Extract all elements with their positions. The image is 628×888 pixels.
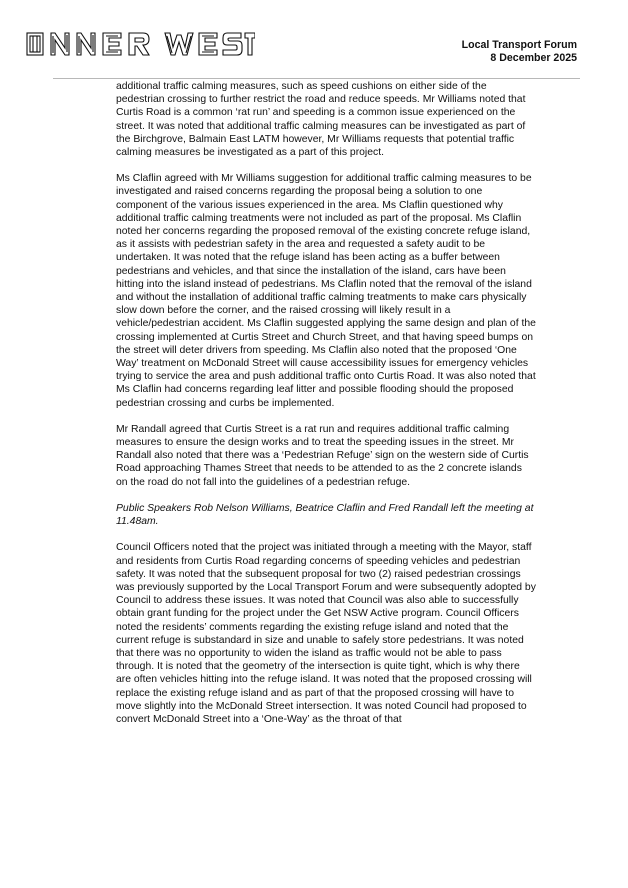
paragraph: Mr Randall agreed that Curtis Street is a rat run and requires additional traffic calming measures to ensure the design works and to treat the speeding issues in the street. Mr Randall also noted that there was a ‘Pedestrian Refuge’ sign on the western side of Curtis Road approaching Thames Street that needs to be attended to as the 2 concrete islands on the road do not fall into the guidelines of a pedestrian refuge.	[116, 423, 529, 488]
meeting-name: Local Transport Forum	[461, 39, 577, 51]
speakers-left-note: Public Speakers Rob Nelson Williams, Beatrice Claflin and Fred Randall left the meeting at 11.48am.	[116, 502, 534, 528]
meeting-date: 8 December 2025	[490, 52, 577, 64]
document-header	[462, 39, 577, 65]
paragraph: additional traffic calming measures, such as speed cushions on either side of the pedestrian crossing to further restrict the road and reduce speeds. Mr Williams noted that Curtis Road is a common ‘rat run’ and speeding is a common issue experienced on the street. It was noted that additional traffic calming measures can be investigated as part of the Birchgrove, Balmain East LATM however, Mr Williams requests that potential traffic calming measures be investigated as a part of this project.	[116, 81, 526, 159]
paragraph: Council Officers noted that the project was initiated through a meeting with the Mayor, staff and residents from Curtis Road regarding concerns of speeding vehicles and pedestrian safety. It was noted that the subsequent proposal for two (2) raised pedestrian crossings was previously supported by the Local Transport Forum and were subsequently adopted by Council to address these issues. It was noted that Council was also able to successfully obtain grant funding for the project under the Get NSW Active program. Council Officers noted the residents’ comments regarding the existing refuge island and noted that the current refuge is substandard in size and unable to safely store pedestrians. It was noted that there was no opportunity to widen the island as traffic would not be able to pass through. It is noted that the geometry of the intersection is quite tight, which is why there are often vehicles hitting into the refuge island. It was noted that the proposed crossing will replace the existing refuge island and as part of that the proposed crossing will have to move slightly into the McDonald Street intersection. It was noted Council had proposed to convert McDonald Street into a ‘One-Way’ as the throat of that	[116, 542, 536, 725]
inner-west-logo	[25, 30, 255, 58]
minutes-body	[116, 80, 536, 739]
inner-west-logo-graphic	[25, 30, 255, 58]
paragraph: Ms Claflin agreed with Mr Williams suggestion for additional traffic calming measures to be investigated and raised concerns regarding the proposal being a solution to one component of the various issues experienced in the area. Ms Claflin questioned why additional traffic calming treatments were not included as part of the proposal. Ms Claflin noted her concerns regarding the proposed removal of the existing concrete refuge island, as it assists with pedestrian safety in the area and requested a safety audit to be undertaken. It was noted that the refuge island has been acting as a buffer between pedestrians and vehicles, and that since the installation of the island, cars have been hitting into the island instead of pedestrians. Ms Claflin noted that the removal of the island and without the installation of additional traffic calming treatments to make cars physically slow down before the corner, and the raised crossing will likely result in a vehicle/pedestrian accident. Ms Claflin suggested applying the same design and plan of the crossing implemented at Curtis Street and Church Street, and that having speed bumps on the street will deter drivers from speeding. Ms Claflin also noted that the proposed ‘One Way’ treatment on McDonald Street will cause accessibility issues for emergency vehicles trying to service the area and push additional traffic onto Curtis Road. It was also noted that Ms Claflin had concerns regarding leaf litter and possible flooding should the proposed pedestrian crossing and curbs be implemented.	[116, 173, 536, 409]
header-divider	[53, 78, 580, 79]
